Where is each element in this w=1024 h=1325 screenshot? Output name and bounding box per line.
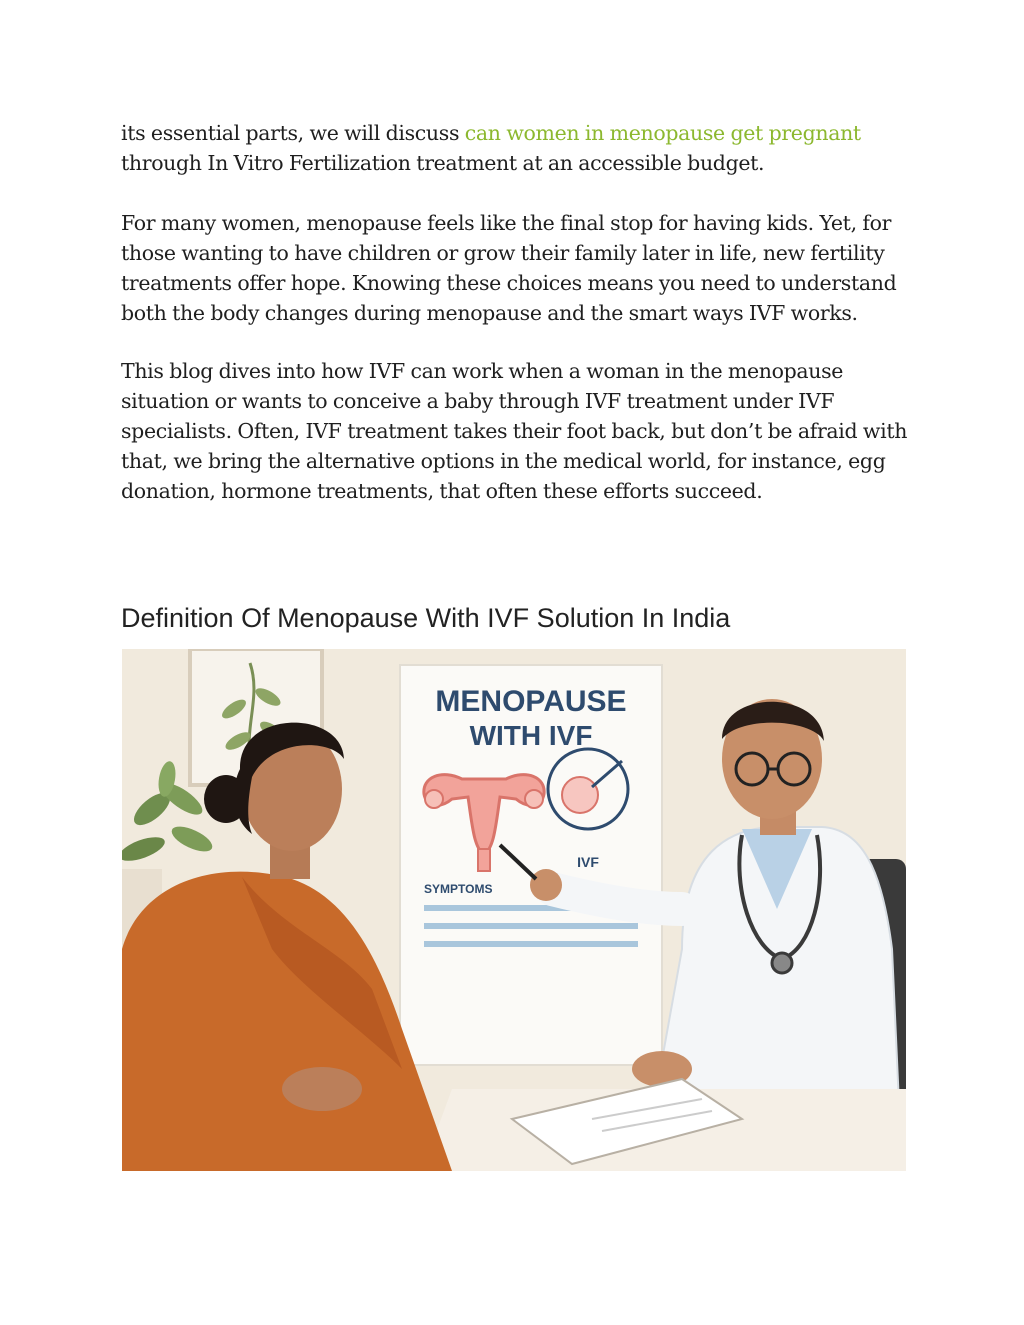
poster-ivf-label: IVF bbox=[577, 854, 599, 870]
poster-title-2: WITH IVF bbox=[469, 720, 593, 751]
pregnancy-link[interactable]: can women in menopause get pregnant bbox=[464, 121, 861, 145]
consultation-image bbox=[122, 649, 906, 1171]
poster bbox=[400, 665, 662, 1065]
blog-paragraph: This blog dives into how IVF can work when a woman in the menopause situation or wants to conceive a baby through IVF treatment under IVF specialists. Often, IVF treatment takes their foot back, but don’t be afraid with that, we bring the alternative options in the medical world, for instance, egg donation, hormone treatments, that often these efforts succeed. bbox=[121, 359, 908, 503]
section-heading: Definition Of Menopause With IVF Solution In India bbox=[121, 603, 731, 633]
poster-title-1: MENOPAUSE bbox=[435, 685, 627, 718]
intro-paragraph bbox=[121, 118, 911, 178]
desk bbox=[422, 1079, 906, 1171]
intro-text-after: through In Vitro Fertilization treatment at an accessible budget. bbox=[121, 151, 765, 175]
poster-symptoms-label: SYMPTOMS bbox=[424, 882, 493, 896]
intro-text-before: its essential parts, we will discuss bbox=[121, 121, 465, 145]
consultation-illustration bbox=[122, 649, 906, 1171]
menopause-paragraph: For many women, menopause feels like the final stop for having kids. Yet, for those wanting to have children or grow their family later in life, new fertility treatments offer hope. Knowing these choices means you need to understand both the body changes during menopause and the smart ways IVF works. bbox=[121, 211, 897, 325]
